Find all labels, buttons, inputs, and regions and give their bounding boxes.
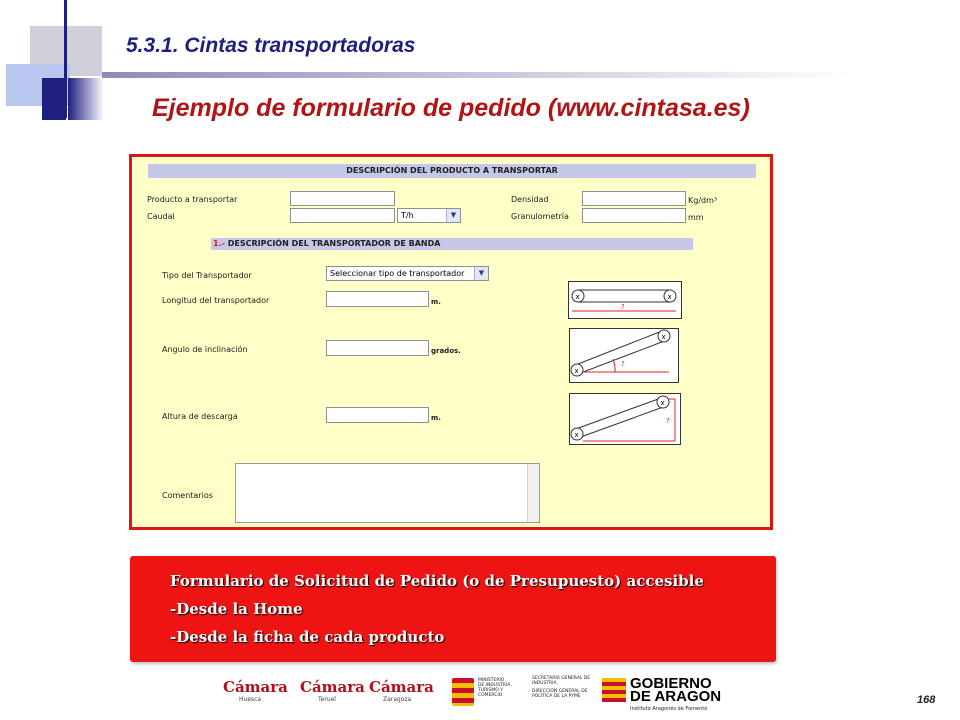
pulley-marker: x (660, 399, 665, 407)
altura-unit: m. (431, 414, 441, 422)
secretaria-line: SECRETARÍA GENERAL DE (532, 676, 591, 681)
ministry-logo (452, 676, 591, 710)
notice-line-home: -Desde la Home (170, 600, 303, 618)
page-title: Ejemplo de formulario de pedido (www.cintasa.es) (152, 94, 750, 122)
secretaria-line: INDUSTRIA (532, 681, 557, 686)
notice-line-main: Formulario de Solicitud de Pedido (o de Presupuesto) accesible (170, 572, 704, 590)
direccion-line: POLÍTICA DE LA PYME (532, 694, 581, 699)
gobierno-sub: Instituto Aragonés de Fomento (630, 706, 708, 712)
densidad-label: Densidad (511, 195, 549, 204)
height-unknown-marker: ? (666, 417, 670, 425)
length-diagram (568, 281, 682, 319)
caudal-unit-value: T/h (401, 211, 414, 220)
conveyor-section-number: 1.- (213, 239, 225, 248)
altura-input[interactable] (326, 407, 429, 423)
order-form-screenshot (129, 154, 773, 530)
decorative-horizontal-line (102, 72, 852, 78)
conveyor-section-header (211, 238, 693, 250)
densidad-input[interactable] (582, 191, 686, 206)
producto-label: Producto a transportar (147, 195, 238, 204)
diagram-frame (569, 282, 682, 319)
angulo-input[interactable] (326, 340, 429, 356)
angulo-unit: grados. (431, 347, 461, 355)
camara-huesca-name: Cámara (223, 678, 288, 696)
densidad-unit: Kg/dm³ (688, 196, 718, 205)
granulometria-label: Granulometría (511, 212, 569, 221)
gobierno-aragon-logo (602, 676, 722, 714)
ministry-line: DE INDUSTRIA, (478, 683, 512, 688)
ministry-line: MINISTERIO (478, 678, 505, 683)
length-unknown-marker: ? (621, 303, 625, 311)
camara-teruel-city: Teruel (318, 696, 336, 703)
notice-line-product: -Desde la ficha de cada producto (170, 628, 445, 646)
camara-zaragoza-city: Zaragoza (383, 696, 412, 703)
tipo-select[interactable] (326, 266, 489, 281)
page-number: 168 (917, 694, 936, 706)
ministry-name (478, 678, 512, 698)
granulometria-unit: mm (688, 213, 704, 222)
angle-unknown-marker: ? (621, 360, 625, 368)
textarea-scrollbar[interactable] (527, 464, 539, 522)
aragon-flag-icon (602, 678, 626, 702)
tipo-label: Tipo del Transportador (162, 271, 252, 280)
decorative-gradient-block (68, 78, 104, 120)
granulometria-input[interactable] (582, 208, 686, 223)
camara-zaragoza-name: Cámara (369, 678, 434, 696)
longitud-input[interactable] (326, 291, 429, 307)
direccion-line: DIRECCIÓN GENERAL DE (532, 689, 588, 694)
camara-teruel-name: Cámara (300, 678, 365, 696)
product-section-header: DESCRIPCIÓN DEL PRODUCTO A TRANSPORTAR (148, 164, 756, 178)
camara-huesca-city: Huesca (239, 696, 262, 703)
height-diagram (569, 393, 681, 445)
decorative-vertical-line (64, 0, 67, 118)
producto-input[interactable] (290, 191, 395, 206)
direccion-name (532, 689, 588, 699)
chevron-down-icon: ▼ (474, 267, 488, 280)
gobierno-line1: GOBIERNO (630, 675, 712, 692)
secretaria-name (532, 676, 590, 686)
notice-box (130, 556, 776, 662)
pulley-marker: x (667, 293, 672, 301)
camara-huesca-logo (223, 678, 288, 703)
comentarios-label: Comentarios (162, 491, 213, 500)
pulley-marker: x (575, 293, 580, 301)
pulley-marker: x (574, 431, 579, 439)
pulley-marker: x (661, 333, 666, 341)
decorative-square-navy (42, 78, 66, 120)
pulley-marker: x (574, 367, 579, 375)
angulo-label: Angulo de inclinación (162, 345, 248, 354)
camara-teruel-logo (300, 678, 365, 703)
ministry-line: TURISMO Y (478, 688, 503, 693)
tipo-select-value: Seleccionar tipo de transportador (330, 269, 465, 278)
section-title: 5.3.1. Cintas transportadoras (126, 34, 416, 57)
gobierno-line2: DE ARAGON (630, 688, 722, 705)
altura-label: Altura de descarga (162, 412, 238, 421)
caudal-label: Caudal (147, 212, 175, 221)
caudal-unit-select[interactable] (397, 208, 461, 223)
camara-zaragoza-logo (369, 678, 434, 703)
longitud-unit: m. (431, 298, 441, 306)
ministry-line: COMERCIO (478, 693, 503, 698)
chevron-down-icon: ▼ (446, 209, 460, 222)
conveyor-section-title: DESCRIPCIÓN DEL TRANSPORTADOR DE BANDA (224, 239, 441, 248)
caudal-input[interactable] (290, 208, 395, 223)
angle-diagram (569, 328, 679, 383)
comentarios-textarea[interactable] (235, 463, 540, 523)
longitud-label: Longitud del transportador (162, 296, 270, 305)
spain-coat-of-arms-icon (452, 678, 474, 706)
